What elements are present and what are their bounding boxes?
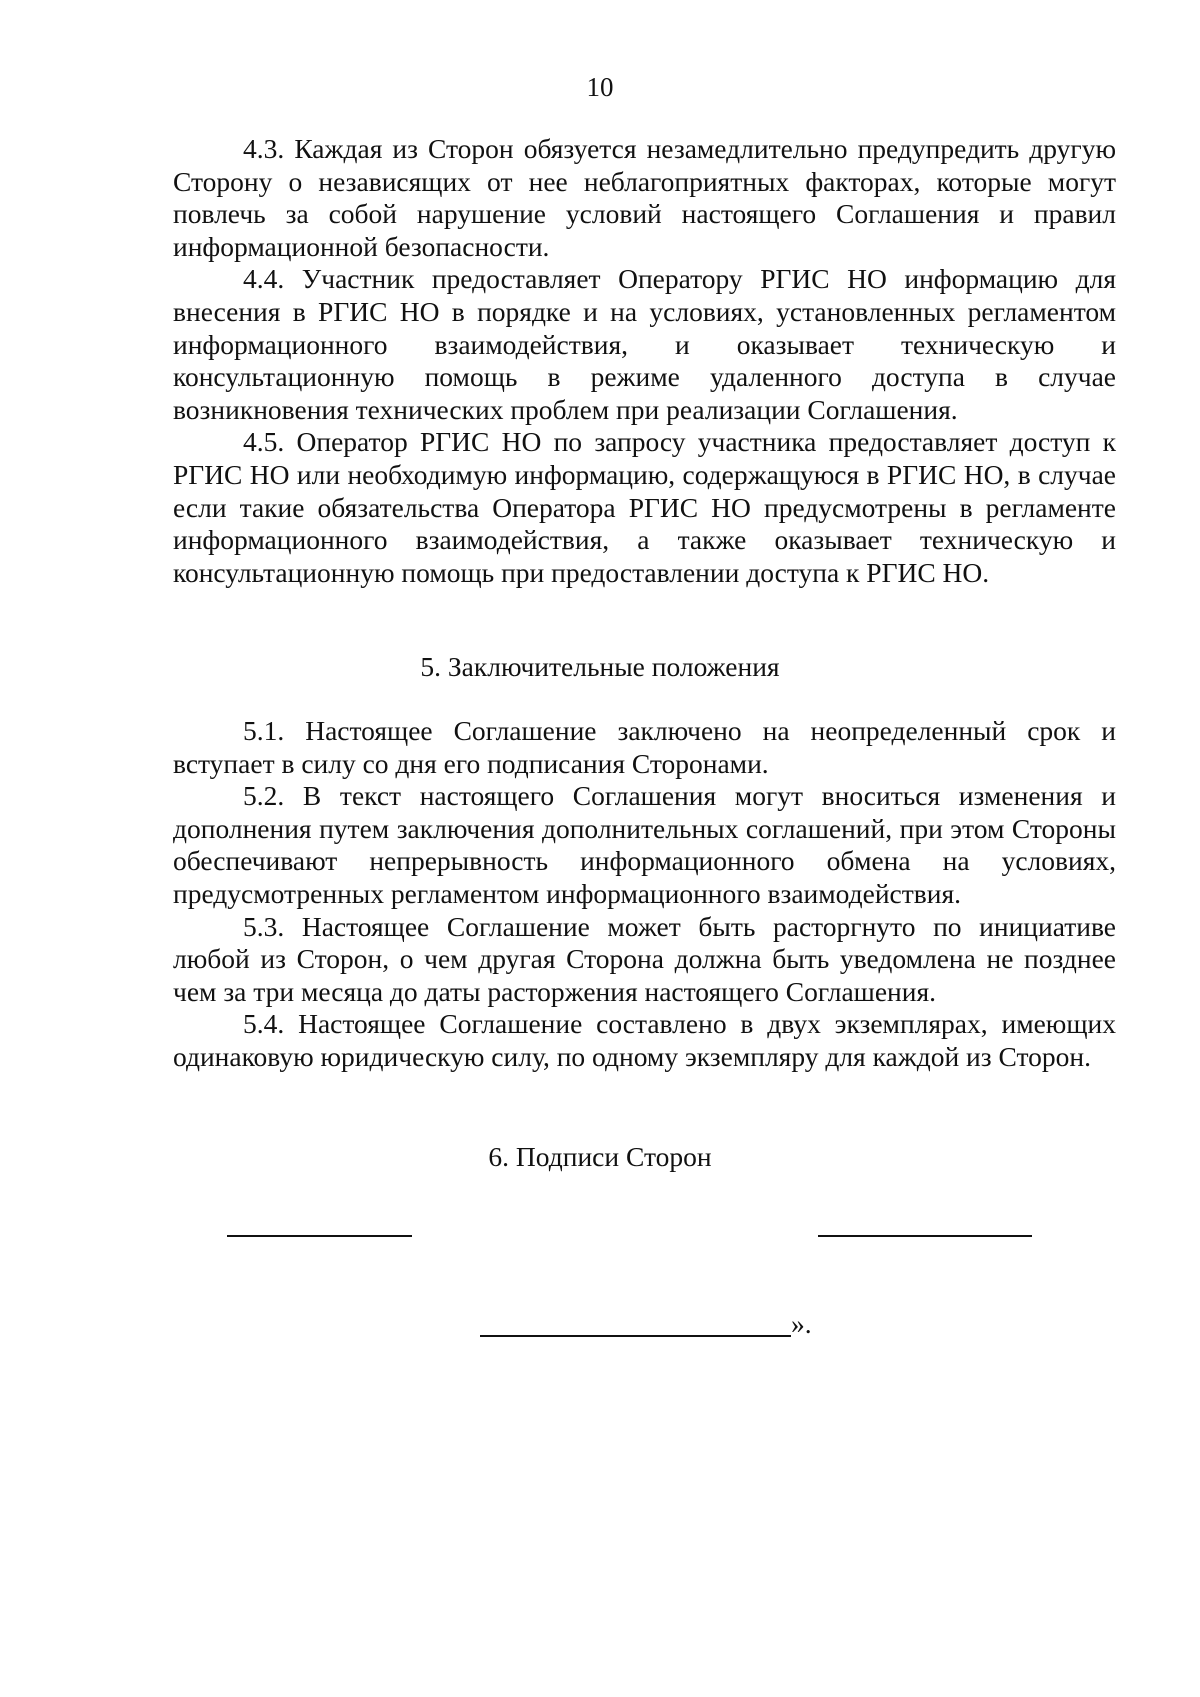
section-5-text	[173, 715, 1116, 1074]
signature-line-left	[227, 1235, 412, 1237]
paragraph-5-4: 5.4. Настоящее Соглашение составлено в двух экземплярах, имеющих одинаковую юридическую силу, по одному экземпляру для каждой из Сторон.	[173, 1008, 1116, 1072]
signature-line-right	[818, 1235, 1032, 1237]
paragraph-5-1: 5.1. Настоящее Соглашение заключено на неопределенный срок и вступает в силу со дня его подписания Сторонами.	[173, 715, 1116, 779]
paragraph-4-4: 4.4. Участник предоставляет Оператору РГИС НО информацию для внесения в РГИС НО в порядке и на условиях, установленных регламентом информационного взаимодействия, и оказывает техническую и консультационную помощь в режиме удаленного доступа в случае возникновения технических проблем при реализации Соглашения.	[173, 263, 1116, 425]
paragraph-5-2: 5.2. В текст настоящего Соглашения могут вноситься изменения и дополнения путем заключения дополнительных соглашений, при этом Стороны обеспечивают непрерывность информационного обмена на условиях, предусмотренных регламентом информационного взаимодействия.	[173, 780, 1116, 909]
closing-quote: ».	[791, 1308, 812, 1339]
paragraph-5-3: 5.3. Настоящее Соглашение может быть расторгнуто по инициативе любой из Сторон, о чем другая Сторона должна быть уведомлена не позднее чем за три месяца до даты расторжения настоящего Соглашения.	[173, 910, 1116, 1007]
paragraph-4-3: 4.3. Каждая из Сторон обязуется незамедлительно предупредить другую Сторону о независящих от нее неблагоприятных факторах, которые могут повлечь за собой нарушение условий настоящего Соглашения и правил информационной безопасности.	[173, 133, 1116, 262]
section-5-heading: 5. Заключительные положения	[420, 651, 780, 682]
section-6-heading: 6. Подписи Сторон	[488, 1141, 712, 1172]
closing-underline	[480, 1335, 791, 1337]
section-4-text	[173, 133, 1116, 589]
paragraph-4-5: 4.5. Оператор РГИС НО по запросу участника предоставляет доступ к РГИС НО или необходимую информацию, содержащуюся в РГИС НО, в случае если такие обязательства Оператора РГИС НО предусмотрены в регламенте информационного взаимодействия, а также оказывает техническую и консультационную помощь при предоставлении доступа к РГИС НО.	[173, 426, 1116, 588]
page-number: 10	[586, 72, 614, 102]
